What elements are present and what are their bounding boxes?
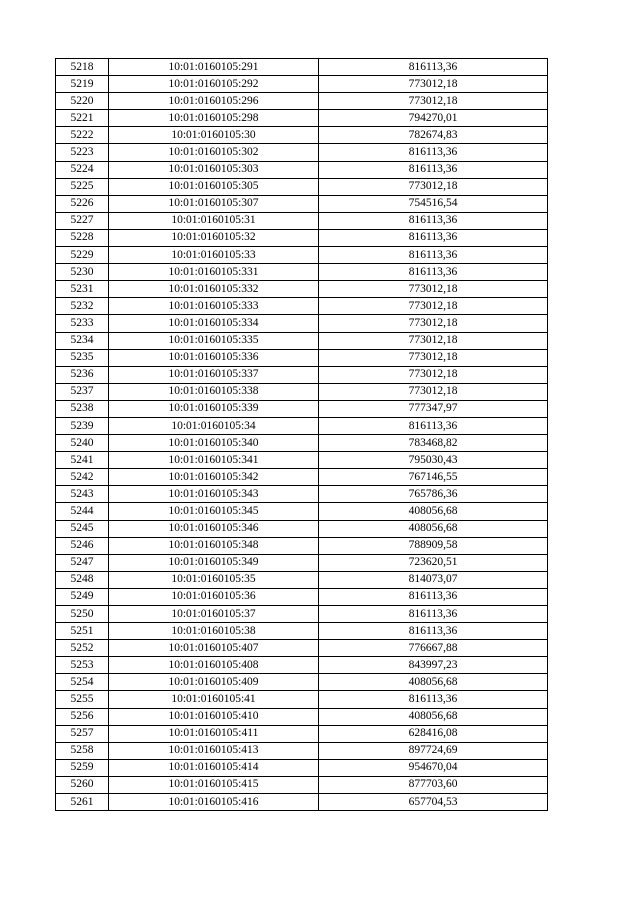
- table-row: [56, 606, 548, 623]
- cadastral-number-cell: 10:01:0160105:305: [109, 178, 319, 195]
- value-cell: 776667,88: [319, 640, 548, 657]
- row-number-cell: 5249: [56, 588, 109, 605]
- cadastral-number-cell: 10:01:0160105:32: [109, 229, 319, 246]
- value-cell: 408056,68: [319, 520, 548, 537]
- value-cell: 816113,36: [319, 161, 548, 178]
- value-cell: 814073,07: [319, 571, 548, 588]
- table-row: [56, 691, 548, 708]
- row-number-cell: 5242: [56, 469, 109, 486]
- row-number-cell: 5222: [56, 127, 109, 144]
- table-row: [56, 349, 548, 366]
- table-row: [56, 640, 548, 657]
- cadastral-number-cell: 10:01:0160105:296: [109, 93, 319, 110]
- table-row: [56, 759, 548, 776]
- table-row: [56, 332, 548, 349]
- value-cell: 816113,36: [319, 247, 548, 264]
- value-cell: 816113,36: [319, 229, 548, 246]
- row-number-cell: 5256: [56, 708, 109, 725]
- value-cell: 783468,82: [319, 435, 548, 452]
- row-number-cell: 5219: [56, 76, 109, 93]
- cadastral-number-cell: 10:01:0160105:30: [109, 127, 319, 144]
- cadastral-number-cell: 10:01:0160105:332: [109, 281, 319, 298]
- value-cell: 628416,08: [319, 725, 548, 742]
- cadastral-number-cell: 10:01:0160105:408: [109, 657, 319, 674]
- row-number-cell: 5218: [56, 59, 109, 76]
- value-cell: 773012,18: [319, 298, 548, 315]
- value-cell: 816113,36: [319, 606, 548, 623]
- cadastral-number-cell: 10:01:0160105:413: [109, 742, 319, 759]
- value-cell: 408056,68: [319, 503, 548, 520]
- table-row: [56, 229, 548, 246]
- table-row: [56, 725, 548, 742]
- cadastral-number-cell: 10:01:0160105:341: [109, 452, 319, 469]
- cadastral-number-cell: 10:01:0160105:298: [109, 110, 319, 127]
- cadastral-number-cell: 10:01:0160105:331: [109, 264, 319, 281]
- table-row: [56, 708, 548, 725]
- table-row: [56, 76, 548, 93]
- cadastral-number-cell: 10:01:0160105:41: [109, 691, 319, 708]
- table-row: [56, 383, 548, 400]
- cadastral-number-cell: 10:01:0160105:340: [109, 435, 319, 452]
- table-row: [56, 776, 548, 793]
- cadastral-number-cell: 10:01:0160105:343: [109, 486, 319, 503]
- row-number-cell: 5257: [56, 725, 109, 742]
- row-number-cell: 5253: [56, 657, 109, 674]
- value-cell: 816113,36: [319, 264, 548, 281]
- row-number-cell: 5227: [56, 212, 109, 229]
- table-row: [56, 674, 548, 691]
- table-row: [56, 537, 548, 554]
- cadastral-number-cell: 10:01:0160105:345: [109, 503, 319, 520]
- cadastral-number-cell: 10:01:0160105:33: [109, 247, 319, 264]
- value-cell: 954670,04: [319, 759, 548, 776]
- table-row: [56, 794, 548, 811]
- row-number-cell: 5220: [56, 93, 109, 110]
- row-number-cell: 5254: [56, 674, 109, 691]
- table-row: [56, 212, 548, 229]
- cadastral-number-cell: 10:01:0160105:416: [109, 794, 319, 811]
- table-row: [56, 400, 548, 417]
- value-cell: 773012,18: [319, 349, 548, 366]
- cadastral-number-cell: 10:01:0160105:411: [109, 725, 319, 742]
- cadastral-number-cell: 10:01:0160105:410: [109, 708, 319, 725]
- row-number-cell: 5248: [56, 571, 109, 588]
- value-cell: 816113,36: [319, 588, 548, 605]
- value-cell: 408056,68: [319, 674, 548, 691]
- value-cell: 816113,36: [319, 59, 548, 76]
- row-number-cell: 5244: [56, 503, 109, 520]
- table-row: [56, 247, 548, 264]
- cadastral-number-cell: 10:01:0160105:38: [109, 623, 319, 640]
- value-cell: 794270,01: [319, 110, 548, 127]
- row-number-cell: 5245: [56, 520, 109, 537]
- cadastral-number-cell: 10:01:0160105:34: [109, 417, 319, 434]
- row-number-cell: 5239: [56, 417, 109, 434]
- value-cell: 877703,60: [319, 776, 548, 793]
- row-number-cell: 5260: [56, 776, 109, 793]
- table-row: [56, 110, 548, 127]
- row-number-cell: 5233: [56, 315, 109, 332]
- row-number-cell: 5221: [56, 110, 109, 127]
- cadastral-number-cell: 10:01:0160105:333: [109, 298, 319, 315]
- value-cell: 816113,36: [319, 691, 548, 708]
- cadastral-number-cell: 10:01:0160105:303: [109, 161, 319, 178]
- row-number-cell: 5243: [56, 486, 109, 503]
- value-cell: 657704,53: [319, 794, 548, 811]
- table-row: [56, 315, 548, 332]
- table-row: [56, 742, 548, 759]
- value-cell: 782674,83: [319, 127, 548, 144]
- cadastral-value-table: [55, 58, 548, 811]
- table-body: [56, 59, 548, 811]
- row-number-cell: 5226: [56, 195, 109, 212]
- value-cell: 773012,18: [319, 383, 548, 400]
- value-cell: 816113,36: [319, 623, 548, 640]
- cadastral-number-cell: 10:01:0160105:335: [109, 332, 319, 349]
- value-cell: 754516,54: [319, 195, 548, 212]
- value-cell: 767146,55: [319, 469, 548, 486]
- value-cell: 773012,18: [319, 93, 548, 110]
- value-cell: 897724,69: [319, 742, 548, 759]
- value-cell: 788909,58: [319, 537, 548, 554]
- row-number-cell: 5241: [56, 452, 109, 469]
- row-number-cell: 5229: [56, 247, 109, 264]
- table-row: [56, 435, 548, 452]
- value-cell: 773012,18: [319, 281, 548, 298]
- table-row: [56, 503, 548, 520]
- value-cell: 843997,23: [319, 657, 548, 674]
- cadastral-number-cell: 10:01:0160105:342: [109, 469, 319, 486]
- row-number-cell: 5234: [56, 332, 109, 349]
- table-row: [56, 59, 548, 76]
- table-row: [56, 623, 548, 640]
- row-number-cell: 5259: [56, 759, 109, 776]
- row-number-cell: 5252: [56, 640, 109, 657]
- row-number-cell: 5246: [56, 537, 109, 554]
- cadastral-number-cell: 10:01:0160105:414: [109, 759, 319, 776]
- row-number-cell: 5235: [56, 349, 109, 366]
- table-row: [56, 520, 548, 537]
- value-cell: 773012,18: [319, 76, 548, 93]
- value-cell: 773012,18: [319, 332, 548, 349]
- row-number-cell: 5231: [56, 281, 109, 298]
- cadastral-number-cell: 10:01:0160105:334: [109, 315, 319, 332]
- table-row: [56, 588, 548, 605]
- cadastral-number-cell: 10:01:0160105:346: [109, 520, 319, 537]
- cadastral-number-cell: 10:01:0160105:35: [109, 571, 319, 588]
- row-number-cell: 5258: [56, 742, 109, 759]
- table-row: [56, 469, 548, 486]
- row-number-cell: 5236: [56, 366, 109, 383]
- value-cell: 816113,36: [319, 417, 548, 434]
- cadastral-number-cell: 10:01:0160105:337: [109, 366, 319, 383]
- cadastral-number-cell: 10:01:0160105:338: [109, 383, 319, 400]
- table-row: [56, 657, 548, 674]
- value-cell: 773012,18: [319, 315, 548, 332]
- row-number-cell: 5238: [56, 400, 109, 417]
- row-number-cell: 5250: [56, 606, 109, 623]
- value-cell: 773012,18: [319, 178, 548, 195]
- value-cell: 816113,36: [319, 212, 548, 229]
- row-number-cell: 5240: [56, 435, 109, 452]
- row-number-cell: 5230: [56, 264, 109, 281]
- row-number-cell: 5225: [56, 178, 109, 195]
- value-cell: 795030,43: [319, 452, 548, 469]
- value-cell: 816113,36: [319, 144, 548, 161]
- cadastral-number-cell: 10:01:0160105:302: [109, 144, 319, 161]
- row-number-cell: 5247: [56, 554, 109, 571]
- row-number-cell: 5223: [56, 144, 109, 161]
- table-row: [56, 486, 548, 503]
- row-number-cell: 5251: [56, 623, 109, 640]
- table-row: [56, 571, 548, 588]
- cadastral-number-cell: 10:01:0160105:348: [109, 537, 319, 554]
- cadastral-number-cell: 10:01:0160105:36: [109, 588, 319, 605]
- row-number-cell: 5237: [56, 383, 109, 400]
- table-row: [56, 366, 548, 383]
- cadastral-number-cell: 10:01:0160105:37: [109, 606, 319, 623]
- cadastral-number-cell: 10:01:0160105:292: [109, 76, 319, 93]
- value-cell: 773012,18: [319, 366, 548, 383]
- cadastral-number-cell: 10:01:0160105:336: [109, 349, 319, 366]
- table-row: [56, 298, 548, 315]
- cadastral-number-cell: 10:01:0160105:291: [109, 59, 319, 76]
- row-number-cell: 5255: [56, 691, 109, 708]
- table-row: [56, 417, 548, 434]
- cadastral-number-cell: 10:01:0160105:349: [109, 554, 319, 571]
- table-row: [56, 178, 548, 195]
- row-number-cell: 5261: [56, 794, 109, 811]
- value-cell: 723620,51: [319, 554, 548, 571]
- row-number-cell: 5228: [56, 229, 109, 246]
- cadastral-number-cell: 10:01:0160105:31: [109, 212, 319, 229]
- cadastral-number-cell: 10:01:0160105:415: [109, 776, 319, 793]
- row-number-cell: 5224: [56, 161, 109, 178]
- table-row: [56, 144, 548, 161]
- table-row: [56, 281, 548, 298]
- table-row: [56, 195, 548, 212]
- table-row: [56, 93, 548, 110]
- cadastral-number-cell: 10:01:0160105:307: [109, 195, 319, 212]
- value-cell: 765786,36: [319, 486, 548, 503]
- table-row: [56, 264, 548, 281]
- table-row: [56, 127, 548, 144]
- value-cell: 408056,68: [319, 708, 548, 725]
- table-row: [56, 161, 548, 178]
- cadastral-number-cell: 10:01:0160105:409: [109, 674, 319, 691]
- row-number-cell: 5232: [56, 298, 109, 315]
- value-cell: 777347,97: [319, 400, 548, 417]
- table-row: [56, 452, 548, 469]
- cadastral-number-cell: 10:01:0160105:339: [109, 400, 319, 417]
- table-row: [56, 554, 548, 571]
- cadastral-number-cell: 10:01:0160105:407: [109, 640, 319, 657]
